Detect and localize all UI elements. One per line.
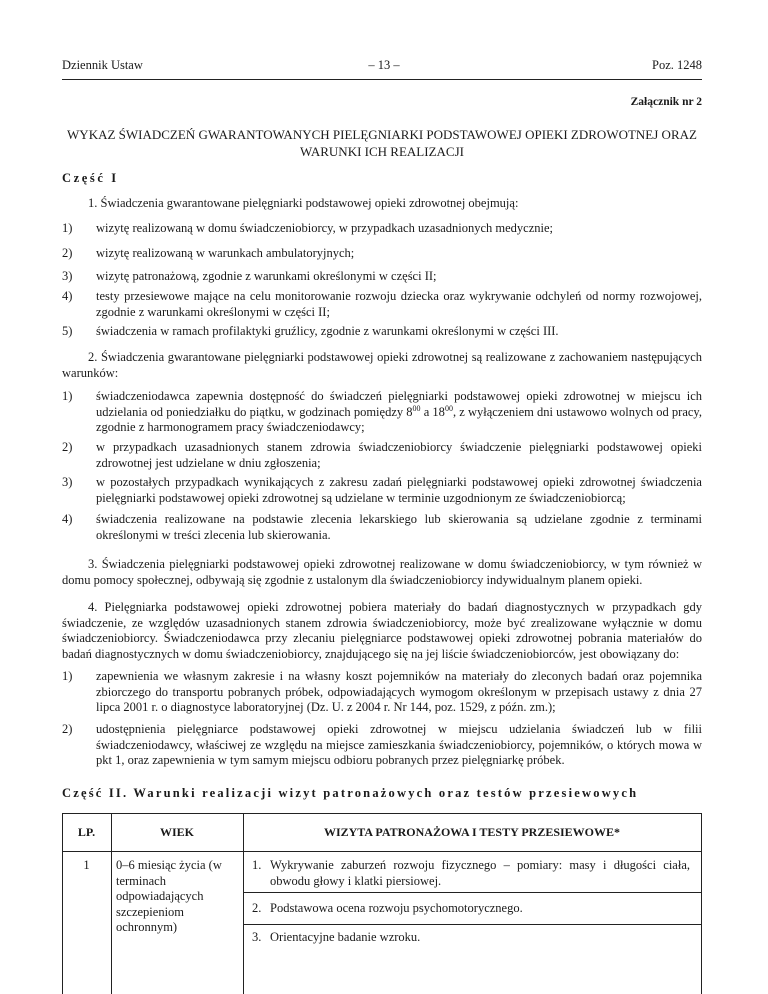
table-sub-item	[252, 858, 690, 889]
superscript: 00	[412, 403, 421, 413]
table-sub-item	[252, 901, 690, 917]
table-border-top	[62, 813, 702, 814]
annex-label: Załącznik nr 2	[630, 96, 702, 108]
list-item-text: świadczenia realizowane na podstawie zlecenia lekarskiego lub skierowania są udzielane zgodnie z terminami określonymi w treści zlecenia lub skierowania.	[96, 512, 702, 542]
list-item	[62, 389, 702, 436]
list-item	[62, 440, 702, 471]
list-item-text: wizytę realizowaną w warunkach ambulatoryjnych;	[96, 246, 355, 260]
superscript: 00	[444, 403, 453, 413]
paragraph-2: 2. Świadczenia gwarantowane pielęgniarki podstawowej opieki zdrowotnej są realizowane z zachowaniem następujących warunków:	[62, 350, 702, 380]
text-fragment: świadczeniodawca zapewnia dostępność do świadczeń pielęgniarki podstawowej opieki zdrowotnej w miejscu ich udzielania od poniedziałku do piątku, w godzinach pomiędzy 8	[96, 389, 702, 419]
sub-item-text: Orientacyjne badanie wzroku.	[270, 930, 421, 944]
list-item	[62, 512, 702, 543]
list-item-text: w przypadkach uzasadnionych stanem zdrowia świadczeniobiorcy świadczenie pielęgniarki podstawowej opieki zdrowotnej jest udzielane w dniu zgłoszenia;	[96, 440, 702, 470]
requirements-table	[62, 813, 702, 994]
part-2-heading: Część II. Warunki realizacji wizyt patronażowych oraz testów przesiewowych	[62, 786, 639, 800]
text-fragment: a 18	[420, 404, 445, 419]
page-number: – 13 –	[368, 58, 400, 72]
text-fragment: , z wyłączeniem dni ustawowo wolnych od pracy, zgodnie z harmonogramem pracy świadczeniodawcy;	[96, 404, 702, 434]
list-item-number: 3)	[62, 269, 73, 283]
list-item-text	[96, 389, 702, 436]
table-header-divider	[62, 851, 702, 852]
part-1-heading: Część I	[62, 171, 119, 185]
list-item-number: 4)	[62, 289, 73, 303]
list-item	[62, 246, 702, 262]
table-cell-age: 0–6 miesiąc życia (w terminach odpowiadających szczepieniom ochronnym)	[116, 858, 222, 934]
list-item-number: 1)	[62, 669, 73, 683]
table-border-right	[701, 813, 702, 994]
table-cell-lp: 1	[83, 858, 90, 872]
list-item-text: udostępnienia pielęgniarce podstawowej opieki zdrowotnej w miejscu udzielania świadczeń lub w filii świadczeniodawcy, właściwej ze względu na miejsce zamieszkania świadczeniobiorcy, pojemników, o których mowa w pkt 1, oraz zapewnienia w tym samym miejscu odbioru pobranych przez pielęgniarkę próbek.	[96, 722, 702, 767]
document-title: WYKAZ ŚWIADCZEŃ GWARANTOWANYCH PIELĘGNIARKI PODSTAWOWEJ OPIEKI ZDROWOTNEJ ORAZ WARUNKI ICH REALIZACJI	[67, 127, 697, 159]
list-item-number: 2)	[62, 440, 73, 454]
table-col-divider	[111, 813, 112, 994]
list-item-number: 3)	[62, 475, 73, 489]
list-item	[62, 669, 702, 716]
list-item	[62, 722, 702, 769]
list-item	[62, 221, 702, 237]
list-item-text: wizytę patronażową, zgodnie z warunkami określonymi w części II;	[96, 269, 437, 283]
table-header-lp: LP.	[77, 825, 96, 839]
sub-item-text: Podstawowa ocena rozwoju psychomotorycznego.	[270, 901, 523, 915]
sub-item-number: 3.	[252, 930, 262, 944]
paragraph-4: 4. Pielęgniarka podstawowej opieki zdrowotnej pobiera materiały do badań diagnostycznych w przypadkach gdy świadczenie, ze względów uzasadnionych stanem zdrowia świadczeniobiorcy, może być zrealizowane wyłącznie w domu świadczeniobiorcy. Świadczeniodawca przy zlecaniu pielęgniarce podstawowej opieki zdrowotnej pobrania materiałów do badań diagnostycznych w domu świadczeniobiorcy, znajdującego się na jej liście świadczeniobiorców, jest obowiązany do:	[62, 600, 702, 661]
list-item	[62, 324, 702, 340]
position-number: Poz. 1248	[652, 58, 702, 72]
list-item-text: w pozostałych przypadkach wynikających z zakresu zadań pielęgniarki podstawowej opieki zdrowotnej świadczenia pielęgniarki podstawowej opieki zdrowotnej są udzielane w terminie uzgodnionym ze świadczeniobiorcą;	[96, 475, 702, 505]
list-item	[62, 289, 702, 320]
list-item-text: zapewnienia we własnym zakresie i na własny koszt pojemników na materiały do zleconych badań oraz pojemnika zbiorczego do transportu pobranych próbek, odpowiadających wymogom określonym w przepisach ustawy z dnia 27 lipca 2001 r. o diagnostyce laboratoryjnej (Dz. U. z 2004 r. Nr 144, poz. 1529, z późn. zm.);	[96, 669, 702, 714]
table-row-divider	[243, 924, 702, 925]
list-item-number: 2)	[62, 722, 73, 736]
table-sub-item	[252, 930, 690, 946]
table-header-visit: WIZYTA PATRONAŻOWA I TESTY PRZESIEWOWE*	[323, 825, 621, 839]
table-border-left	[62, 813, 63, 994]
list-item	[62, 475, 702, 506]
list-item-text: testy przesiewowe mające na celu monitorowanie rozwoju dziecka oraz wykrywanie odchyleń od normy rozwojowej, zgodnie z warunkami określonymi w części II;	[96, 289, 702, 319]
list-item-number: 1)	[62, 389, 73, 403]
journal-name: Dziennik Ustaw	[62, 58, 143, 72]
table-row-divider	[243, 892, 702, 893]
sub-item-number: 2.	[252, 901, 262, 915]
list-item-text: świadczenia w ramach profilaktyki gruźlicy, zgodnie z warunkami określonymi w części III.	[96, 324, 559, 338]
paragraph-3: 3. Świadczenia pielęgniarki podstawowej opieki zdrowotnej realizowane w domu świadczeniobiorcy, w tym również w domu pomocy społecznej, odbywają się zgodnie z ustalonym dla świadczeniobiorcy indywidualnym planem opieki.	[62, 557, 702, 587]
list-item-text: wizytę realizowaną w domu świadczeniobiorcy, w przypadkach uzasadnionych medycznie;	[96, 221, 553, 235]
list-item	[62, 269, 702, 285]
table-col-divider	[243, 813, 244, 994]
list-item-number: 1)	[62, 221, 73, 235]
table-header-age: WIEK	[159, 825, 194, 839]
list-item-number: 4)	[62, 512, 73, 526]
sub-item-number: 1.	[252, 858, 262, 872]
list-item-number: 2)	[62, 246, 73, 260]
header-divider	[62, 79, 702, 80]
list-item-number: 5)	[62, 324, 73, 338]
sub-item-text: Wykrywanie zaburzeń rozwoju fizycznego – pomiary: masy i długości ciała, obwodu głowy i klatki piersiowej.	[270, 858, 690, 888]
paragraph-1: 1. Świadczenia gwarantowane pielęgniarki podstawowej opieki zdrowotnej obejmują:	[88, 196, 519, 210]
